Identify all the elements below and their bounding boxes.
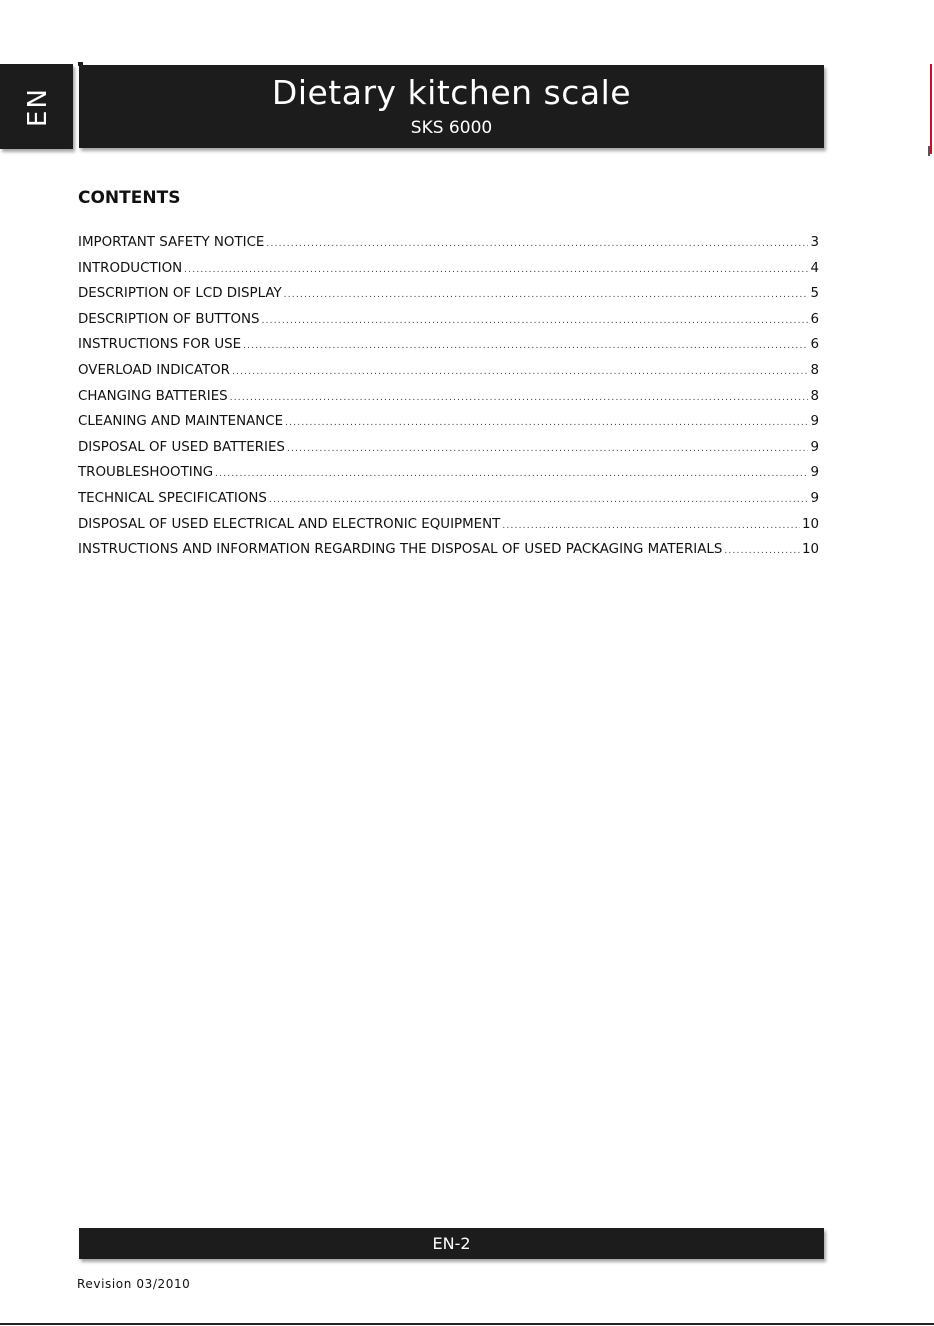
bottom-rule: [0, 1323, 934, 1325]
toc-entry-label: DISPOSAL OF USED BATTERIES: [78, 439, 285, 455]
toc-entry-label: DESCRIPTION OF BUTTONS: [78, 311, 260, 327]
toc-entry[interactable]: [78, 440, 819, 466]
toc-entry[interactable]: [78, 312, 819, 338]
toc-dot-leader: [285, 418, 808, 428]
toc-entry-label: TROUBLESHOOTING: [78, 465, 214, 481]
model-number: SKS 6000: [410, 118, 493, 138]
toc-dot-leader: [269, 495, 809, 505]
contents-heading: CONTENTS: [78, 188, 181, 208]
page-number: EN-2: [432, 1234, 471, 1253]
toc-entry-label: DESCRIPTION OF LCD DISPLAY: [78, 286, 282, 302]
toc-entry[interactable]: [78, 389, 819, 415]
toc-entry-label: DISPOSAL OF USED ELECTRICAL AND ELECTRONIC EQUIPMENT: [78, 516, 501, 532]
toc-dot-leader: [262, 316, 809, 326]
toc-dot-leader: [243, 341, 808, 351]
toc-entry-page: 9: [810, 414, 819, 430]
toc-entry[interactable]: [78, 465, 819, 491]
toc-dot-leader: [215, 469, 808, 479]
toc-dot-leader: [502, 521, 800, 531]
document-title: Dietary kitchen scale: [271, 73, 632, 112]
header-banner: [79, 65, 824, 148]
toc-entry-page: 5: [810, 286, 819, 302]
toc-dot-leader: [184, 265, 808, 275]
toc-entry[interactable]: [78, 261, 819, 287]
toc-entry-page: 8: [810, 362, 819, 378]
right-edge-red-line: [930, 64, 932, 154]
toc-entry-page: 6: [810, 337, 819, 353]
toc-dot-leader: [230, 393, 809, 403]
toc-entry-label: OVERLOAD INDICATOR: [78, 362, 230, 378]
toc-entry-page: 4: [810, 260, 819, 276]
toc-entry[interactable]: [78, 542, 819, 568]
language-tab-label-wrap: [18, 64, 58, 149]
toc-dot-leader: [724, 546, 800, 556]
toc-entry-page: 9: [810, 490, 819, 506]
toc-entry[interactable]: [78, 491, 819, 517]
table-of-contents: [78, 235, 819, 568]
toc-entry[interactable]: [78, 286, 819, 312]
toc-entry-label: CLEANING AND MAINTENANCE: [78, 414, 284, 430]
toc-entry[interactable]: [78, 363, 819, 389]
toc-dot-leader: [266, 239, 808, 249]
toc-entry-label: INSTRUCTIONS FOR USE: [78, 337, 242, 353]
toc-entry-page: 8: [810, 388, 819, 404]
toc-entry-label: CHANGING BATTERIES: [78, 388, 228, 404]
toc-entry-page: 9: [810, 465, 819, 481]
language-tab: [0, 64, 73, 149]
toc-entry-label: IMPORTANT SAFETY NOTICE: [78, 235, 265, 250]
toc-dot-leader: [284, 290, 809, 300]
toc-entry[interactable]: [78, 414, 819, 440]
toc-entry-label: INSTRUCTIONS AND INFORMATION REGARDING THE DISPOSAL OF USED PACKAGING MATERIALS: [78, 542, 723, 558]
toc-entry-page: 9: [810, 439, 819, 455]
toc-entry[interactable]: [78, 517, 819, 543]
toc-entry-page: 6: [810, 311, 819, 327]
toc-entry-label: TECHNICAL SPECIFICATIONS: [78, 490, 267, 506]
toc-entry-page: 10: [801, 516, 819, 532]
language-tab-label: EN: [22, 86, 53, 127]
toc-entry[interactable]: [78, 235, 819, 261]
revision-note: Revision 03/2010: [77, 1277, 191, 1291]
toc-entry-page: 3: [810, 235, 819, 250]
right-edge-dark-line: [928, 146, 930, 156]
toc-entry-page: 10: [801, 542, 819, 558]
toc-dot-leader: [287, 444, 809, 454]
toc-entry[interactable]: [78, 337, 819, 363]
footer-bar: [79, 1228, 824, 1259]
toc-entry-label: INTRODUCTION: [78, 260, 183, 276]
toc-dot-leader: [232, 367, 809, 377]
